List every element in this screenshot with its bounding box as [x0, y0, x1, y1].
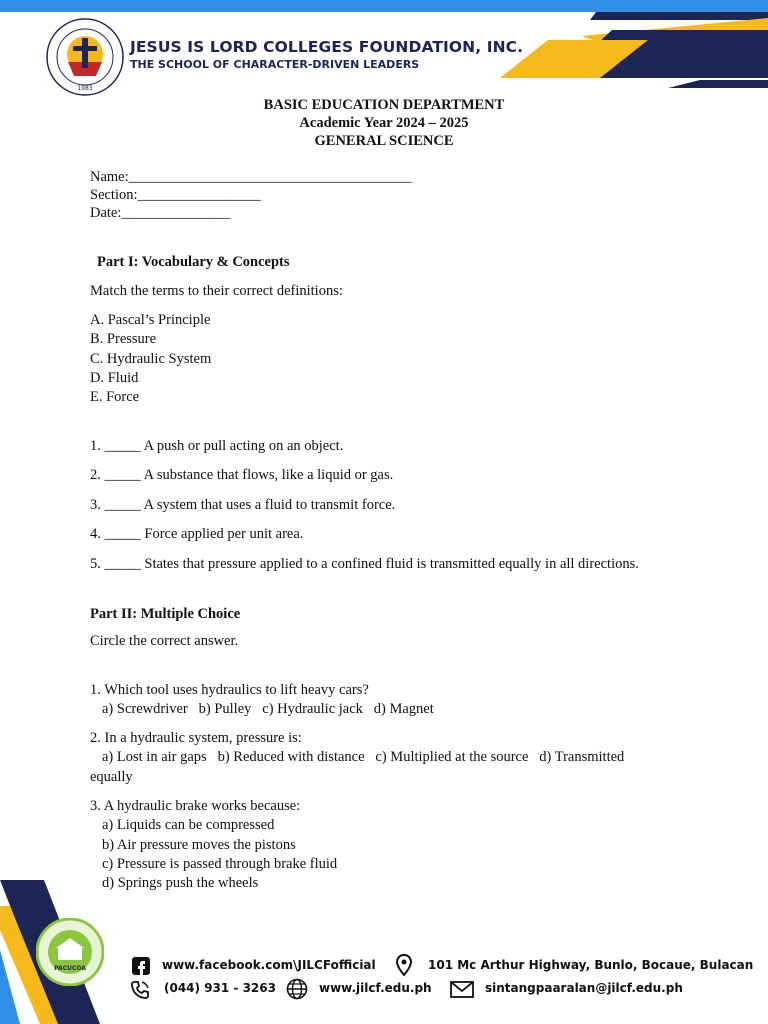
matching-item[interactable]: 3. _____ A system that uses a fluid to transmit force. — [90, 497, 396, 513]
question-1-choices[interactable]: a) Screwdriver b) Pulley c) Hydraulic jack d) Magnet — [102, 701, 434, 717]
subject-title: GENERAL SCIENCE — [314, 133, 454, 149]
question-2-choices-cont[interactable]: equally — [90, 769, 133, 785]
question-3: 3. A hydraulic brake works because: — [90, 798, 301, 814]
matching-item[interactable]: 2. _____ A substance that flows, like a liquid or gas. — [90, 467, 394, 483]
question-1: 1. Which tool uses hydraulics to lift heavy cars? — [90, 682, 369, 698]
part2-heading: Part II: Multiple Choice — [90, 606, 241, 622]
facebook-icon — [132, 957, 150, 975]
date-field[interactable]: Date:_______________ — [90, 205, 231, 221]
school-name: JESUS IS LORD COLLEGES FOUNDATION, INC. — [130, 38, 524, 56]
facebook-link[interactable]: www.facebook.com\JILCFofficial — [162, 958, 376, 972]
globe-icon — [286, 978, 308, 1000]
part2-instruction: Circle the correct answer. — [90, 633, 239, 649]
academic-year: Academic Year 2024 – 2025 — [299, 115, 469, 131]
website-link[interactable]: www.jilcf.edu.ph — [319, 981, 432, 995]
location-pin-icon — [396, 954, 412, 976]
email-icon — [450, 981, 474, 998]
phone-icon — [130, 980, 150, 1000]
question-3-choice[interactable]: d) Springs push the wheels — [102, 875, 259, 891]
matching-item[interactable]: 4. _____ Force applied per unit area. — [90, 526, 304, 542]
school-seal-logo — [46, 18, 124, 96]
question-2: 2. In a hydraulic system, pressure is: — [90, 730, 302, 746]
matching-item[interactable]: 5. _____ States that pressure applied to a confined fluid is transmitted equally in all directions. — [90, 556, 639, 572]
term-item: E. Force — [90, 389, 140, 405]
accreditation-seal-logo — [36, 918, 104, 986]
part1-instruction: Match the terms to their correct definitions: — [90, 283, 343, 299]
name-field[interactable]: Name:_______________________________________ — [90, 169, 412, 185]
phone-number: (044) 931 - 3263 — [164, 981, 276, 995]
term-item: B. Pressure — [90, 331, 157, 347]
matching-item[interactable]: 1. _____ A push or pull acting on an object. — [90, 438, 344, 454]
department-title: BASIC EDUCATION DEPARTMENT — [263, 97, 505, 113]
question-2-choices[interactable]: a) Lost in air gaps b) Reduced with distance c) Multiplied at the source d) Transmitted — [102, 749, 625, 765]
question-3-choice[interactable]: c) Pressure is passed through brake fluid — [102, 856, 338, 872]
school-motto: THE SCHOOL OF CHARACTER-DRIVEN LEADERS — [130, 58, 420, 71]
part1-heading: Part I: Vocabulary & Concepts — [97, 254, 290, 270]
term-item: C. Hydraulic System — [90, 351, 212, 367]
term-item: A. Pascal’s Principle — [90, 312, 211, 328]
question-3-choice[interactable]: b) Air pressure moves the pistons — [102, 837, 296, 853]
svg-text:PACUCOA: PACUCOA — [54, 965, 86, 972]
section-field[interactable]: Section:_________________ — [90, 187, 261, 203]
question-3-choice[interactable]: a) Liquids can be compressed — [102, 817, 275, 833]
term-item: D. Fluid — [90, 370, 139, 386]
address-text: 101 Mc Arthur Highway, Bunlo, Bocaue, Bulacan — [428, 958, 754, 972]
svg-text:1983: 1983 — [77, 85, 93, 92]
email-link[interactable]: sintangpaaralan@jilcf.edu.ph — [485, 981, 683, 995]
